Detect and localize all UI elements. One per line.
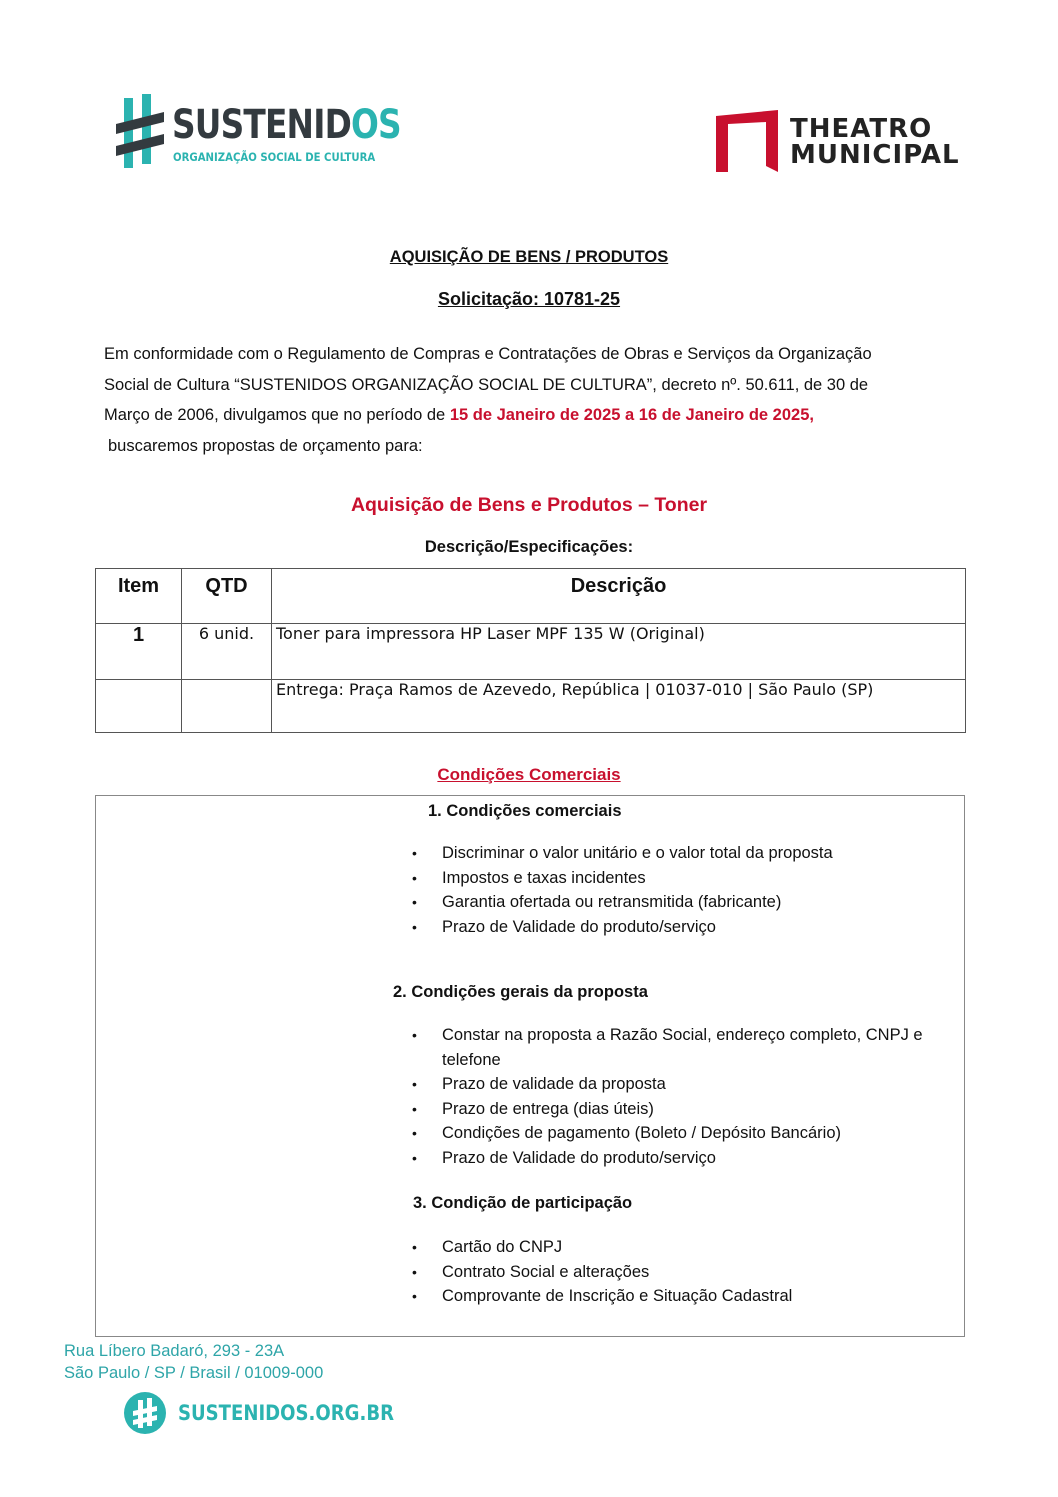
- list-item: • Comprovante de Inscrição e Situação Cadastral: [442, 1284, 962, 1309]
- intro-line: buscaremos propostas de orçamento para:: [108, 436, 423, 455]
- table-row: [96, 624, 966, 680]
- list-item: • Discriminar o valor unitário e o valor total da proposta: [442, 841, 962, 866]
- subject-heading: Aquisição de Bens e Produtos – Toner: [350, 494, 708, 516]
- list-item: • Constar na proposta a Razão Social, endereço completo, CNPJ e telefone: [442, 1023, 962, 1072]
- header-qtd: QTD: [182, 569, 272, 624]
- list-item: • Prazo de Validade do produto/serviço: [442, 915, 962, 940]
- website-link[interactable]: SUSTENIDOS.ORG.BR: [178, 1401, 395, 1425]
- list-item: • Condições de pagamento (Boleto / Depósito Bancário): [442, 1121, 962, 1146]
- address-line: São Paulo / SP / Brasil / 01009-000: [64, 1364, 324, 1382]
- theatro-line1: THEATRO: [790, 114, 933, 144]
- cell-qtd: 6 unid.: [182, 624, 272, 680]
- hash-circle-icon: [124, 1392, 166, 1434]
- cell-item: [96, 680, 182, 733]
- list-item: • Impostos e taxas incidentes: [442, 866, 962, 891]
- table-header-row: [96, 569, 966, 624]
- list-item: • Garantia ofertada ou retransmitida (fabricante): [442, 890, 962, 915]
- list-item: • Contrato Social e alterações: [442, 1260, 962, 1285]
- cell-item: 1: [96, 624, 182, 680]
- intro-line: Março de 2006, divulgamos que no período de 15 de Janeiro de 2025 a 16 de Janeiro de 2025,: [104, 406, 814, 424]
- theatro-mark-icon: [716, 110, 778, 172]
- period-highlight: 15 de Janeiro de 2025 a 16 de Janeiro de 2025,: [449, 406, 814, 424]
- address-line: Rua Líbero Badaró, 293 - 23A: [64, 1342, 285, 1360]
- section-heading: 3. Condição de participação: [413, 1194, 633, 1212]
- conditions-box: [95, 795, 965, 1337]
- sustenidos-logo: [116, 92, 401, 174]
- conditions-title: Condições Comerciais: [437, 765, 621, 784]
- header-item: Item: [96, 569, 182, 624]
- list-item: • Cartão do CNPJ: [442, 1235, 962, 1260]
- spec-label: Descrição/Especificações:: [424, 538, 634, 556]
- bullet-list: [442, 841, 962, 939]
- section-heading: 2. Condições gerais da proposta: [393, 983, 648, 1001]
- cell-desc: Toner para impressora HP Laser MPF 135 W (Original): [272, 624, 966, 680]
- intro-line: Em conformidade com o Regulamento de Compras e Contratações de Obras e Serviços da Organização: [104, 345, 872, 363]
- hash-icon: [116, 94, 164, 170]
- cell-desc: Entrega: Praça Ramos de Azevedo, República | 01037-010 | São Paulo (SP): [272, 680, 966, 733]
- bullet-list: [442, 1235, 962, 1309]
- solicitacao-number: Solicitação: 10781-25: [437, 289, 621, 309]
- section-heading: 1. Condições comerciais: [428, 802, 622, 820]
- intro-paragraph: [104, 339, 964, 461]
- header-descricao: Descrição: [272, 569, 966, 624]
- items-table: [95, 568, 966, 733]
- list-item: • Prazo de Validade do produto/serviço: [442, 1146, 962, 1171]
- intro-line: Social de Cultura “SUSTENIDOS ORGANIZAÇÃO SOCIAL DE CULTURA”, decreto nº. 50.611, de 30 de: [104, 375, 869, 394]
- sustenidos-wordmark: SUSTENIDOS: [172, 102, 401, 148]
- cell-qtd: [182, 680, 272, 733]
- footer-address: [64, 1340, 323, 1384]
- sustenidos-subtitle: ORGANIZAÇÃO SOCIAL DE CULTURA: [173, 150, 376, 164]
- list-item: • Prazo de entrega (dias úteis): [442, 1097, 962, 1122]
- footer-logo: [124, 1392, 395, 1436]
- bullet-list: [442, 1023, 962, 1171]
- document-title: AQUISIÇÃO DE BENS / PRODUTOS: [389, 248, 669, 266]
- list-item: • Prazo de validade da proposta: [442, 1072, 962, 1097]
- table-row: [96, 680, 966, 733]
- theatro-line2: MUNICIPAL: [790, 140, 960, 170]
- theatro-municipal-logo: [716, 108, 960, 174]
